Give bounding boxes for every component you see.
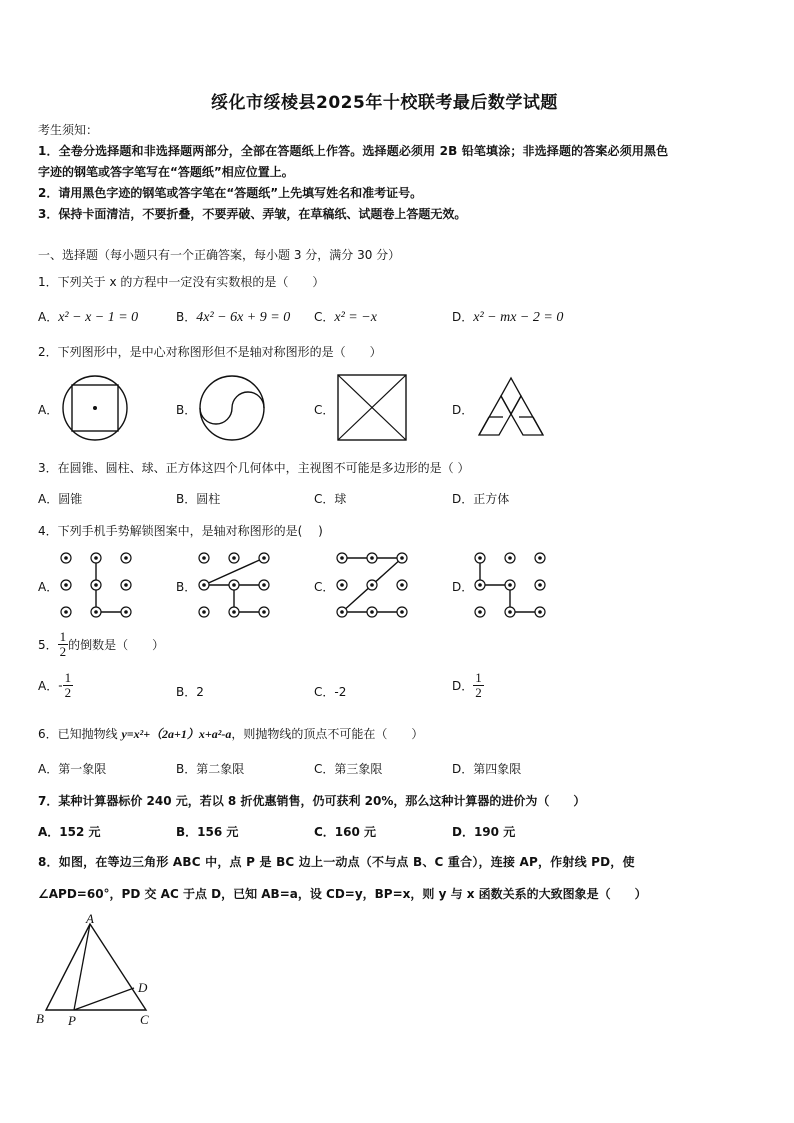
- unlock-dot: [61, 580, 71, 590]
- q5-suffix: 的倒数是（ ）: [68, 638, 165, 652]
- unlock-dot: [199, 553, 209, 563]
- q8-label-p: P: [68, 1013, 76, 1028]
- unlock-dot: [475, 553, 485, 563]
- q1-stem: 1．下列关于 x 的方程中一定没有实数根的是（ ）: [38, 275, 325, 289]
- q3-option-d: D．正方体: [452, 492, 510, 506]
- notice-item-1-line-2: 字迹的钢笔或答字笔写在“答题纸”相应位置上。: [38, 165, 294, 179]
- section-heading: 一、选择题（每小题只有一个正确答案，每小题 3 分，满分 30 分）: [38, 248, 401, 262]
- q1-option-b-equation: 4x² − 6x + 9 = 0: [196, 310, 291, 325]
- q4-option-c-unlock-pattern: [334, 552, 410, 618]
- unlock-dot: [397, 607, 407, 617]
- q5-stem: [38, 630, 164, 659]
- q1-option-c-equation: x² = −x: [334, 310, 377, 325]
- unlock-dot: [259, 580, 269, 590]
- q1-option-b-label: B．: [176, 310, 197, 324]
- q2-option-b-figure-yin-yang: [198, 374, 268, 442]
- q1-option-d-equation: x² − mx − 2 = 0: [473, 310, 564, 325]
- q2-option-a-figure-circle-square: [61, 374, 131, 442]
- q1-option-a: [38, 308, 138, 326]
- q5-fraction: $\frac{1}{2}$: [59, 629, 67, 659]
- q4-option-b-label: B．: [176, 580, 197, 594]
- q3-option-a: A．圆锥: [38, 492, 83, 506]
- q4-option-a-unlock-pattern: [58, 552, 134, 618]
- notice-item-3: 3．保持卡面清洁，不要折叠，不要弄破、弄皱，在草稿纸、试题卷上答题无效。: [38, 207, 467, 221]
- q5-option-d: D． $\frac{1}{2}$: [452, 670, 482, 700]
- unlock-dot: [367, 580, 377, 590]
- unlock-dot: [229, 607, 239, 617]
- unlock-dot: [199, 580, 209, 590]
- q7-option-b: B．156 元: [176, 825, 239, 839]
- q4-option-d-unlock-pattern: [472, 552, 548, 618]
- q1-option-a-equation: x² − x − 1 = 0: [58, 310, 139, 325]
- unlock-dot: [535, 580, 545, 590]
- q3-stem: 3．在圆锥、圆柱、球、正方体这四个几何体中，主视图不可能是多边形的是（ ）: [38, 461, 470, 475]
- unlock-dot: [229, 580, 239, 590]
- q2-option-a-label: A．: [38, 403, 59, 417]
- q5-option-b: B．2: [176, 685, 204, 699]
- unlock-dot: [535, 607, 545, 617]
- notice-heading: 考生须知：: [38, 123, 99, 137]
- page-title: 绥化市绥棱县2025年十校联考最后数学试题: [211, 93, 558, 113]
- unlock-dot: [337, 607, 347, 617]
- q1-option-c: [314, 308, 377, 326]
- q2-option-c-figure-square-diagonals: [337, 374, 407, 442]
- unlock-dot: [397, 580, 407, 590]
- q4-option-d-label: D．: [452, 580, 474, 594]
- q2-option-c-label: C．: [314, 403, 335, 417]
- q6-prefix: 6．已知抛物线: [38, 727, 122, 741]
- q6-option-a: A．第一象限: [38, 762, 107, 776]
- q3-option-c: C．球: [314, 492, 347, 506]
- q8-label-a: A: [86, 911, 94, 926]
- q5-prefix: 5．: [38, 638, 58, 652]
- q4-stem: 4．下列手机手势解锁图案中，是轴对称图形的是( ): [38, 524, 323, 538]
- q4-option-a-label: A．: [38, 580, 59, 594]
- unlock-dot: [397, 553, 407, 563]
- unlock-dot: [505, 607, 515, 617]
- q6-expression: y=x²+（2a+1）x+a²-a: [121, 727, 232, 741]
- unlock-dot: [229, 553, 239, 563]
- q7-stem: 7．某种计算器标价 240 元，若以 8 折优惠销售，仍可获利 20%，那么这种计算器的进价为（ ）: [38, 794, 586, 808]
- unlock-dot: [91, 553, 101, 563]
- q6-suffix: ，则抛物线的顶点不可能在（ ）: [231, 727, 424, 741]
- q6-option-b: B．第二象限: [176, 762, 245, 776]
- unlock-dot: [91, 607, 101, 617]
- unlock-dot: [121, 553, 131, 563]
- unlock-dot: [475, 607, 485, 617]
- q8-label-b: B: [36, 1011, 44, 1026]
- q8-label-c: C: [140, 1012, 149, 1027]
- unlock-dot: [259, 607, 269, 617]
- unlock-dot: [121, 580, 131, 590]
- unlock-dot: [121, 607, 131, 617]
- q1-option-d: [452, 308, 563, 326]
- q5-option-a: A．- $\frac{1}{2}$: [38, 670, 72, 700]
- q1-option-a-label: A．: [38, 310, 59, 324]
- q5-option-c: C．-2: [314, 685, 347, 699]
- unlock-dot: [337, 553, 347, 563]
- q8-label-d: D: [138, 980, 148, 995]
- q2-option-d-label: D．: [452, 403, 474, 417]
- q1-option-c-label: C．: [314, 310, 335, 324]
- unlock-dot: [199, 607, 209, 617]
- notice-item-1-line-1: 1．全卷分选择题和非选择题两部分，全部在答题纸上作答。选择题必须用 2B 铅笔填涂；非选择题的答案必须用黑色: [38, 144, 669, 158]
- notice-item-2: 2．请用黑色字迹的钢笔或答字笔在“答题纸”上先填写姓名和准考证号。: [38, 186, 423, 200]
- unlock-dot: [61, 553, 71, 563]
- q8-stem-line-1: 8．如图，在等边三角形 ABC 中，点 P 是 BC 边上一动点（不与点 B、C 重合），连接 AP，作射线 PD，使: [38, 855, 635, 869]
- unlock-dot: [337, 580, 347, 590]
- q2-option-d-figure-three-rhombuses: [474, 376, 548, 438]
- unlock-dot: [259, 553, 269, 563]
- unlock-dot: [61, 607, 71, 617]
- unlock-dot: [367, 607, 377, 617]
- q6-option-d: D．第四象限: [452, 762, 522, 776]
- unlock-dot: [535, 553, 545, 563]
- unlock-dot: [505, 553, 515, 563]
- q6-option-c: C．第三象限: [314, 762, 383, 776]
- q4-option-c-label: C．: [314, 580, 335, 594]
- q7-option-a: A．152 元: [38, 825, 101, 839]
- q2-option-b-label: B．: [176, 403, 197, 417]
- q3-option-b: B．圆柱: [176, 492, 221, 506]
- q2-stem: 2．下列图形中，是中心对称图形但不是轴对称图形的是（ ）: [38, 345, 382, 359]
- q1-option-d-label: D．: [452, 310, 474, 324]
- q4-option-b-unlock-pattern: [196, 552, 272, 618]
- q7-option-d: D．190 元: [452, 825, 516, 839]
- unlock-dot: [505, 580, 515, 590]
- q1-option-b: [176, 308, 290, 326]
- unlock-dot: [475, 580, 485, 590]
- q7-option-c: C．160 元: [314, 825, 377, 839]
- q6-stem: [38, 725, 423, 742]
- unlock-dot: [367, 553, 377, 563]
- unlock-dot: [91, 580, 101, 590]
- q8-stem-line-2: ∠APD=60°，PD 交 AC 于点 D，已知 AB=a，设 CD=y，BP=x，则 y 与 x 函数关系的大致图象是（ ）: [38, 887, 647, 901]
